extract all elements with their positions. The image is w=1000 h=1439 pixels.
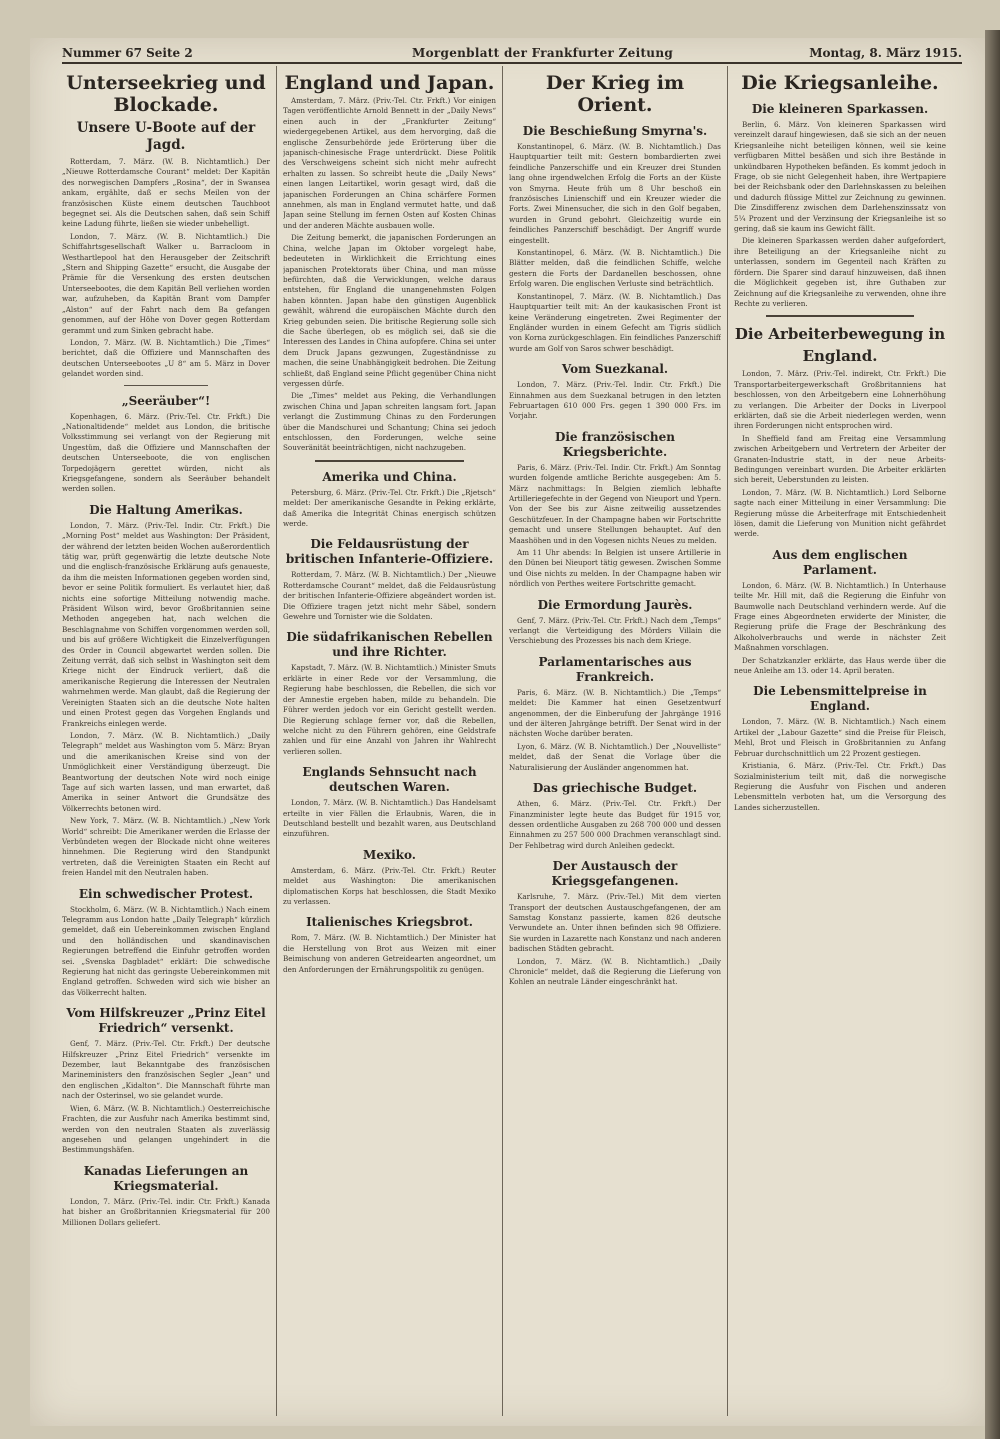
article-paragraph: London, 7. März. (W. B. Nichtamtlich.) „Daily Telegraph“ meldet aus Washington vom 5. März: Bryan und die amerikanischen Kreise sind von der Unmöglichkeit einer Verständigung überzeugt. Die Beantwortung der deutschen Note wird noch einige Tage auf sich warten lassen, und man erwartet, daß Amerika in seiner Antwort die Grundsätze des Völkerrechts betonen wird. (62, 730, 270, 813)
article-paragraph: Amsterdam, 6. März. (Priv.-Tel. Ctr. Frkft.) Reuter meldet aus Washington: Die amerikanischen diplomatischen Korps hat beschlossen, die Stadt Mexiko zu verlassen. (283, 865, 496, 906)
issue-date: Montag, 8. März 1915. (809, 46, 962, 60)
article-paragraph: Lyon, 6. März. (W. B. Nichtamtlich.) Der „Nouvelliste“ meldet, daß der Senat die Vorlage über die Naturalisierung der Ausländer angenommen hat. (509, 741, 721, 772)
article-heading: Das griechische Budget. (532, 781, 698, 796)
newspaper-name: Morgenblatt der Frankfurter Zeitung (412, 46, 674, 60)
article-paragraph: Kristiania, 6. März. (Priv.-Tel. Ctr. Frkft.) Das Sozialministerium teilt mit, daß die norwegische Regierung die Ausfuhr von Fischen und anderen Lebensmitteln verboten hat, um die Versorgung des Landes sicherzustellen. (734, 761, 946, 812)
article-paragraph: Paris, 6. März. (Priv.-Tel. Indir. Ctr. Frkft.) Am Sonntag wurden folgende amtliche Berichte ausgegeben: Am 5. März nachmittags: In Belgien ziemlich lebhafte Artilleriegefechte in der Gegend von Nieuport und Ypern. Von der See bis zur Aisne zeitweilig aussetzendes Geschützfeuer. In der Champagne haben wir Fortschritte gemacht und unsere Stellungen behauptet. Auf den Maashöhen und in den Vogesen nichts Neues zu melden. (509, 462, 721, 545)
article-heading: Kanadas Lieferungen an Kriegsmaterial. (83, 1163, 249, 1193)
article-paragraph: Wien, 6. März. (W. B. Nichtamtlich.) Oesterreichische Frachten, die zur Ausfuhr nach Amerika bestimmt sind, werden von den neutralen Staaten als zuverlässig angesehen und gelangen ungehindert in die Bestimmungshäfen. (62, 1103, 270, 1155)
divider (315, 460, 464, 462)
article-paragraph: London, 7. März. (W. B. Nichtamtlich.) Lord Selborne sagte nach einer Mitteilung in einer Versammlung: Die Regierung müsse die Arbeiterfrage mit Entschiedenheit lösen, damit die Lieferung von Munition nicht gefährdet werde. (734, 487, 946, 539)
article-heading: Die südafrikanischen Rebellen und ihre Richter. (286, 630, 493, 660)
article-paragraph: Genf, 7. März. (Priv.-Tel. Ctr. Frkft.) Nach dem „Temps“ verlangt die Verteidigung des Mörders Villain die Verschiebung des Prozesses bis nach dem Kriege. (509, 615, 721, 646)
article-paragraph: Genf, 7. März. (Priv.-Tel. Ctr. Frkft.) Der deutsche Hilfskreuzer „Prinz Eitel Friedrich“ versenkte im Dezember, laut Bekanntgabe des französischen Marineministers den französischen Segler „Jean“ und den englischen „Kidalton“. Die Mannschaft führte man nach der Osterinsel, wo sie gelandet wurde. (62, 1039, 270, 1101)
article-paragraph: Karlsruhe, 7. März. (Priv.-Tel.) Mit dem vierten Transport der deutschen Austauschgefangenen, der am Samstag Konstanz passierte, kamen 826 deutsche Verwundete an. Unter ihnen befinden sich 98 Offiziere. Sie wurden in Lazarette nach Konstanz und nach anderen badischen Städten gebracht. (509, 892, 721, 954)
article-paragraph: Kopenhagen, 6. März. (Priv.-Tel. Ctr. Frkft.) Die „Nationaltidende“ meldet aus London, die britische Volksstimmung sei verlangt von der Regierung mit Ungestüm, daß die Offiziere und Mannschaften der deutschen Unterseeboote, die von englischen Torpedojägern gerettet würden, nicht als Kriegsgefangene, sondern als Seeräuber behandelt werden sollen. (62, 411, 270, 494)
column-rule (502, 66, 503, 1416)
article-heading: Die kleineren Sparkassen. (751, 102, 929, 116)
article-paragraph: London, 6. März. (W. B. Nichtamtlich.) In Unterhause teilte Mr. Hill mit, daß die Regierung die Einfuhr von Baumwolle nach Deutschland verhindern werde. Auf die Frage eines Abgeordneten erwiderte der Minister, die Regierung prüfe die Frage der Beschränkung des Alkoholverbrauchs und werde in nächster Zeit Maßnahmen vorschlagen. (734, 580, 946, 653)
article-heading: Mexiko. (363, 847, 416, 862)
article-paragraph: London, 7. März. (Priv.-Tel. indirekt, Ctr. Frkft.) Die Transportarbeitergewerkschaft Großbritanniens hat beschlossen, von den Arbeitgebern eine Lohnerhöhung zu verlangen. Die Arbeiter der Docks in Liverpool erklärten, daß sie die Arbeit niederlegen werden, wenn ihren Forderungen nicht entsprochen wird. (734, 369, 946, 431)
article-heading: Die französischen Kriegsberichte. (554, 429, 676, 459)
article-heading: Die Ermordung Jaurès. (537, 597, 693, 612)
article-paragraph: Amsterdam, 7. März. (Priv.-Tel. Ctr. Frkft.) Vor einigen Tagen veröffentlichte Arnold Bennett in der „Daily News“ einen auch in der „Frankfurter Zeitung“ wiedergegebenen Artikel, aus dem hervorging, daß die englische Zensurbehörde jede Erörterung über die japanisch-chinesische Frage unterdrückt. Diese Politik des Verschweigens scheint sich nicht mehr aufrecht erhalten zu lassen. So schreibt heute die „Daily News“ einen langen Leitartikel, worin gesagt wird, daß die japanischen Forderungen an China schärfere Formen annehmen, als man in England vermutet hatte, und daß Japan seine Stellung im fernen Osten auf Kosten Chinas und der anderen Mächte ausbauen wolle. (283, 96, 496, 230)
article-paragraph: London, 7. März. (W. B. Nichtamtlich.) Die „Times“ berichtet, daß die Offiziere und Mannschaften des deutschen Unterseebootes „U 8“ am 5. März in Dover gelandet worden sind. (62, 337, 270, 379)
article-paragraph: Kapstadt, 7. März. (W. B. Nichtamtlich.) Minister Smuts erklärte in einer Rede vor der Versammlung, die Regierung habe beschlossen, die Rebellen, die sich vor der Amnestie ergeben haben, milde zu behandeln. Die Führer werden jedoch vor ein Gericht gestellt werden. Die Regierung schlage ferner vor, daß die Rebellen, welche nicht zu den Führern gehören, eine Geldstrafe zahlen und für eine Anzahl von Jahren ihr Wahlrecht verlieren sollen. (283, 663, 496, 756)
article-paragraph: Konstantinopel, 6. März. (W. B. Nichtamtlich.) Die Blätter melden, daß die feindlichen Schiffe, welche gestern die Forts der Dardanellen beschossen, ohne Erfolg waren. Die englischen Verluste sind beträchtlich. (509, 248, 721, 289)
article-heading: Amerika und China. (322, 469, 457, 484)
issue-number: Nummer 67 Seite 2 (62, 46, 193, 60)
article-paragraph: Berlin, 6. März. Von kleineren Sparkassen wird vereinzelt darauf hingewiesen, daß sie sich an der neuen Kriegsanleihe nicht beteiligen können, weil sie keine verfügbaren Mittel besäßen und sich ihre Bestände in unkündbaren Hypotheken befänden. Es kommt jedoch in Frage, ob sie nicht Gelegenheit haben, ihre Wertpapiere bei der Reichsbank oder den Darlehnskassen zu beleihen und dadurch flüssige Mittel zur Zeichnung zu gewinnen. Die Zinsdifferenz zwischen dem Darlehenszinssatz von 5¼ Prozent und der Verzinsung der Kriegsanleihe ist so gering, daß sie kaum ins Gewicht fällt. (734, 120, 946, 234)
article-heading: „Seeräuber“! (121, 393, 211, 408)
article-paragraph: Rom, 7. März. (W. B. Nichtamtlich.) Der Minister hat die Herstellung von Brot aus Weizen mit einer Beimischung von anderen Getreidearten angeordnet, um den Anforderungen der Ernährungspolitik zu genügen. (283, 933, 496, 974)
article-heading: Die Haltung Amerikas. (89, 502, 243, 517)
article-heading: Aus dem englischen Parlament. (772, 547, 908, 577)
article-heading: Die Feldausrüstung der britischen Infanterie-Offiziere. (285, 537, 494, 567)
article-paragraph: Paris, 6. März. (W. B. Nichtamtlich.) Die „Temps“ meldet: Die Kammer hat einen Gesetzentwurf angenommen, der die Einberufung der Jahrgänge 1916 und der älteren Jahrgänge betrifft. Der Senat wird in der nächsten Woche darüber beraten. (509, 687, 721, 739)
article-paragraph: Athen, 6. März. (Priv.-Tel. Ctr. Frkft.) Der Finanzminister legte heute das Budget für 1915 vor, dessen ordentliche Ausgaben zu 268 700 000 und dessen Einnahmen zu 257 500 000 Drachmen veranschlagt sind. Der Fehlbetrag wird durch Anleihen gedeckt. (509, 799, 721, 850)
article-paragraph: Die kleineren Sparkassen werden daher aufgefordert, ihre Beteiligung an der Kriegsanleihe nicht zu unterlassen, sondern im Gegenteil nach Kräften zu fördern. Die Sparer sind darauf hinzuweisen, daß ihnen die Möglichkeit gegeben ist, ihre Guthaben zur Zeichnung auf die Kriegsanleihe zu verwenden, ohne ihre Rechte zu verlieren. (734, 236, 946, 308)
divider (124, 385, 207, 386)
article-heading: Vom Hilfskreuzer „Prinz Eitel Friedrich“ versenkt. (66, 1006, 266, 1036)
article-title: Unterseekrieg und Blockade. (66, 72, 266, 116)
article-heading: Die Lebensmittelpreise in England. (753, 684, 927, 714)
page-edge-shadow (985, 30, 1000, 1439)
article-paragraph: Die „Times“ meldet aus Peking, die Verhandlungen zwischen China und Japan schreiten langsam fort. Japan verlangt die Zustimmung Chinas zu den Forderungen über die Mandschurei und Schantung; China sei jedoch entschlossen, den Forderungen, welche seine Souveränität beeinträchtigen, nicht nachzugeben. (283, 391, 496, 453)
article-paragraph: Konstantinopel, 7. März. (W. B. Nichtamtlich.) Das Hauptquartier teilt mit: An der kaukasischen Front ist keine Veränderung eingetreten. Zwei Regimenter der Engländer wurden in einem Gefecht am Tigris südlich von Korna zurückgeschlagen. Ein feindliches Panzerschiff wurde am Golf von Saros schwer beschädigt. (509, 291, 721, 353)
article-paragraph: Die Zeitung bemerkt, die japanischen Forderungen an China, welche Japan im Oktober vorgelegt habe, bedeuteten in Wirklichkeit die Errichtung eines japanischen Protektorats über China, und man müsse befürchten, daß die Verwicklungen, welche daraus entstehen, für England die unangenehmsten Folgen haben könnten. Japan habe den günstigen Augenblick gewählt, während die europäischen Mächte durch den Krieg gebunden seien. Die britische Regierung solle sich die Sache überlegen, ob es möglich sei, daß sie die Interessen des Landes in China aufopfere. China sei unter dem Druck Japans gezwungen, Zugeständnisse zu machen, die seine Unabhängigkeit bedrohen. Die Zeitung schließt, daß England seine Pflicht gegenüber China nicht vergessen dürfe. (283, 233, 496, 388)
article-paragraph: Rotterdam, 7. März. (W. B. Nichtamtlich.) Der „Nieuwe Rotterdamsche Courant“ meldet, daß die Feldausrüstung der britischen Infanterie-Offiziere abgeändert worden ist. Die Offiziere tragen jetzt nicht mehr Säbel, sondern Gewehre und Tornister wie die Soldaten. (283, 570, 496, 622)
article-paragraph: London, 7. März. (Priv.-Tel. Indir. Ctr. Frkft.) Die „Morning Post“ meldet aus Washington: Der Präsident, der während der letzten beiden Wochen außerordentlich tätig war, prüft gegenwärtig die letzte deutsche Note und die englisch-französische Erklärung aufs genaueste, da ihm die meisten Informationen gegeben worden sind, bevor er seine Politik formuliert. Es verlautet hier, daß nichts eine sofortige Mitteilung notwendig mache. Präsident Wilson wird, bevor Großbritannien seine Methoden angegeben hat, nach welchen die Beschlagnahme von Schiffen vorgenommen werden soll, und bis auf größere Wichtigkeit die Einzelverfügungen des Order in Council abgewartet werden sollen. Die Zeitung verrät, daß sich selbst in Washington seit dem Kriege nicht der Eindruck verliert, daß die amerikanische Regierung die Interessen der Neutralen wahrnehmen werde. Man glaubt, daß die Regierung der Vereinigten Staaten sich an die deutsche Note halten und einen Protest gegen das Vorgehen Englands und Frankreichs einlegen werde. (62, 520, 270, 728)
article-paragraph: Rotterdam, 7. März. (W. B. Nichtamtlich.) Der „Nieuwe Rotterdamsche Courant“ meldet: Der Kapitän des norwegischen Dampfers „Rosina“, der in Swansea ankam, ergählte, daß er sechs Meilen von der französischen Küste einem deutschen Tauchboot begegnet sei. Als die Deutschen sahen, daß sein Schiff keine Ladung führte, ließen sie wieder unbehelligt. (62, 157, 270, 229)
article-paragraph: New York, 7. März. (W. B. Nichtamtlich.) „New York World“ schreibt: Die Amerikaner werden die Erlasse der Verbündeten wegen der Blockade nicht ohne weiteres hinnehmen. Die Regierung wird den Standpunkt vertreten, daß die Vereinigten Staaten ein Recht auf freien Handel mit den Neutralen haben. (62, 816, 270, 878)
article-heading: Parlamentarisches aus Frankreich. (538, 654, 692, 684)
article-title: Die Kriegsanleihe. (741, 72, 939, 94)
column-rule (727, 66, 728, 1416)
divider (766, 315, 914, 317)
article-paragraph: London, 7. März. (W. B. Nichtamtlich.) Das Handelsamt erteilte in vier Fällen die Erlaubnis, Waren, die in Deutschland bestellt und bezahlt waren, aus Deutschland einzuführen. (283, 798, 496, 839)
article-heading: Englands Sehnsucht nach deutschen Waren. (302, 765, 477, 795)
article-heading: Der Austausch der Kriegsgefangenen. (551, 859, 679, 889)
column-4 (734, 66, 946, 1421)
article-title: England und Japan. (284, 72, 495, 94)
article-title: Der Krieg im Orient. (545, 72, 685, 116)
article-subtitle: Unsere U-Boote auf der Jagd. (76, 120, 256, 153)
article-heading: Vom Suezkanal. (561, 362, 669, 377)
article-paragraph: In Sheffield fand am Freitag eine Versammlung zwischen Arbeitgebern und Vertretern der Arbeiter der Granaten-Industrie statt, in der neue Arbeits-Bedingungen vereinbart wurden. Die Arbeiter erklärten sich bereit, Ueberstunden zu leisten. (734, 433, 946, 485)
masthead (62, 44, 962, 64)
column-1 (62, 66, 270, 1421)
article-paragraph: London, 7. März. (Priv.-Tel. indir. Ctr. Frkft.) Kanada hat bisher an Großbritannien Kriegsmaterial für 200 Millionen Dollars geliefert. (62, 1196, 270, 1227)
article-title: Die Arbeiterbewegung in England. (734, 325, 946, 366)
article-paragraph: Der Schatzkanzler erklärte, das Haus werde über die neue Anleihe am 13. oder 14. April beraten. (734, 655, 946, 676)
article-paragraph: London, 7. März. (W. B. Nichtamtlich.) Nach einem Artikel der „Labour Gazette“ sind die Preise für Fleisch, Mehl, Brot und Fleisch in Großbritannien zu Anfang Februar durchschnittlich um 22 Prozent gestiegen. (734, 717, 946, 758)
article-paragraph: London, 7. März. (W. B. Nichtamtlich.) „Daily Chronicle“ meldet, daß die Regierung die Lieferung von Kohlen an neutrale Länder eingeschränkt hat. (509, 956, 721, 987)
article-paragraph: Stockholm, 6. März. (W. B. Nichtamtlich.) Nach einem Telegramm aus London hatte „Daily Telegraph“ kürzlich gemeldet, daß ein Uebereinkommen zwischen England und den holländischen und skandinavischen Regierungen betreffend die Einfuhr getroffen worden sei. „Svenska Dagbladet“ erklärt: Die schwedische Regierung hat nicht das geringste Uebereinkommen mit England getroffen. Schweden wird sich wie bisher an das Völkerrecht halten. (62, 904, 270, 997)
article-paragraph: Am 11 Uhr abends: In Belgien ist unsere Artillerie in den Dünen bei Nieuport tätig gewesen. Zwischen Somme und Oise nichts zu melden. In der Champagne haben wir nördlich von Perthes weitere Fortschritte gemacht. (509, 548, 721, 589)
column-3 (509, 66, 721, 1421)
article-paragraph: Konstantinopel, 6. März. (W. B. Nichtamtlich.) Das Hauptquartier teilt mit: Gestern bombardierten zwei feindliche Panzerschiffe und ein Kreuzer drei Stunden lang ohne irgendwelchen Erfolg die Forts an der Küste von Smyrna. Heute früh um 8 Uhr beschoß ein französisches Linienschiff und ein Kreuzer wieder die Forts. Zwei Minensucher, die sich in den Golf begaben, wurden in Grund gebohrt. Gleichzeitig wurde ein feindliches Panzerschiff beschädigt. Der Angriff wurde eingestellt. (509, 142, 721, 245)
column-rule (276, 66, 277, 1416)
article-paragraph: London, 7. März. (W. B. Nichtamtlich.) Die Schiffahrtsgesellschaft Walker u. Barracloom in Westhartlepool hat den Herausgeber der Zeitschrift „Stern and Shipping Gazette“ ersucht, die Ausgabe der Prämie für die Versenkung des ersten deutschen Unterseebootes, die dem Kapitän Bell verliehen worden war, aufzuheben, da Kapitän Brant vom Dampfer „Alston“ auf der Fahrt nach dem Ba gefangen genommen, auf der Höhe von Dover gegen Rotterdam gerammt und zum Sinken gebracht habe. (62, 231, 270, 335)
article-heading: Ein schwedischer Protest. (78, 886, 254, 901)
article-paragraph: Petersburg, 6. März. (Priv.-Tel. Ctr. Frkft.) Die „Rjetsch“ meldet: Der amerikanische Gesandte in Peking erklärte, daß Amerika die Integrität Chinas energisch schützen werde. (283, 487, 496, 529)
column-2 (283, 66, 496, 1421)
article-heading: Italienisches Kriegsbrot. (306, 915, 473, 930)
article-paragraph: London, 7. März. (Priv.-Tel. Indir. Ctr. Frkft.) Die Einnahmen aus dem Suezkanal betrugen in den letzten Februartagen 610 000 Frs. gegen 1 390 000 Frs. im Vorjahr. (509, 380, 721, 421)
article-heading: Die Beschießung Smyrna's. (522, 124, 708, 138)
